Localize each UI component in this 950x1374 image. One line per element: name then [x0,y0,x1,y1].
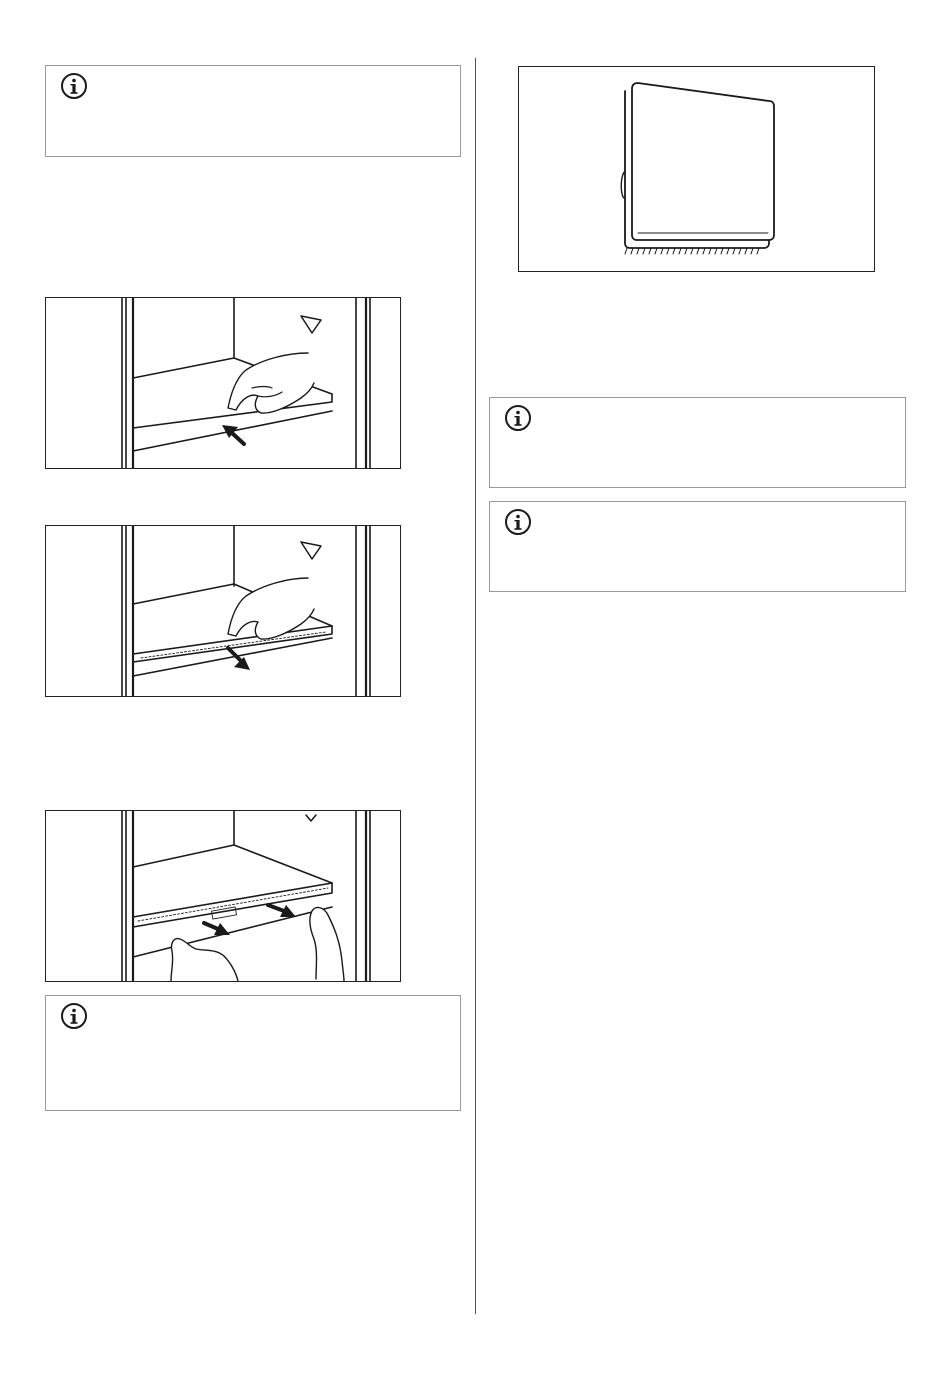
indicator-triangle-icon [301,542,321,559]
filter-front-panel [632,83,774,240]
info-note-2 [45,995,461,1111]
info-note-1 [45,65,461,157]
indicator-triangle-icon [301,316,321,333]
shelf [133,845,332,957]
info-icon [504,404,532,432]
column-divider [475,58,476,1314]
figure-filter-panel [518,66,875,272]
right-hand-icon [310,908,344,981]
left-hand-icon [171,939,238,981]
arrow-icon [228,648,250,670]
info-icon [504,508,532,536]
figure-shelf-press [45,297,401,469]
indicator-chevron-icon [306,815,316,821]
hand-icon [228,353,314,413]
figure-shelf-remove [45,810,401,982]
info-icon [60,72,88,100]
info-note-4 [489,501,906,592]
info-icon [60,1002,88,1030]
figure-shelf-pull [45,525,401,697]
arrow-icon [222,425,244,444]
shelf-vent-grille [138,888,328,921]
info-note-3 [489,397,906,488]
